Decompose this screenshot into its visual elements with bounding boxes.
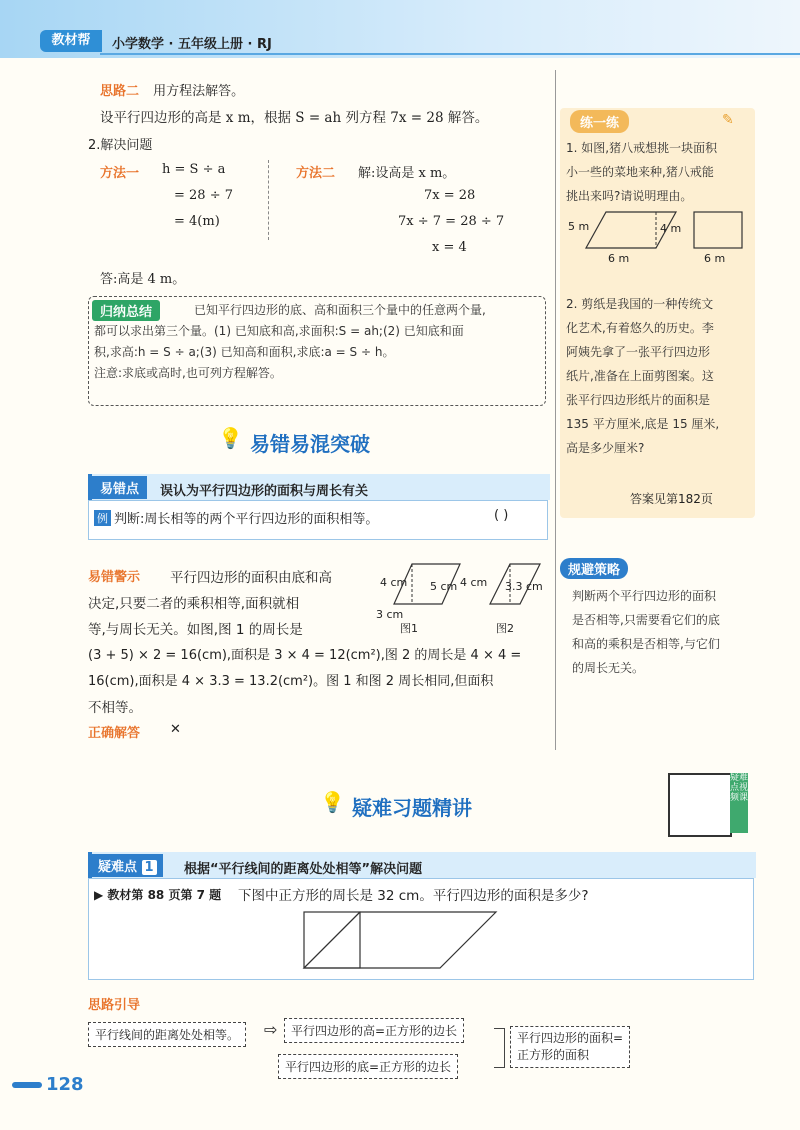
hard-tag-num: 1 bbox=[142, 860, 157, 875]
method2-line-1: 解:设高是 x m。 bbox=[358, 166, 456, 181]
idea2-text: 用方程法解答。 bbox=[153, 84, 245, 99]
practice-q2-line-6: 135 平方厘米,底是 15 厘米, bbox=[566, 417, 720, 431]
practice-q1-line-2: 小一些的菜地来种,猪八戒能 bbox=[566, 165, 714, 179]
lightbulb-icon-2: 💡 bbox=[320, 790, 345, 814]
practice-q2-line-5: 张平行四边形纸片的面积是 bbox=[566, 393, 711, 407]
warning-label: 易错警示 bbox=[88, 570, 141, 585]
example-paren: ( ) bbox=[494, 508, 509, 523]
practice-q1-line-3: 挑出来吗?请说明理由。 bbox=[566, 189, 693, 203]
practice-figure bbox=[566, 208, 756, 264]
qr-side-label: 疑难点视频课 bbox=[730, 773, 748, 833]
fig1-label-c: 3 cm bbox=[376, 608, 404, 621]
arrow-right-icon: ⇨ bbox=[264, 1020, 278, 1039]
practice-q2-line-2: 化艺术,有着悠久的历史。李 bbox=[566, 321, 714, 335]
warning-line-6: 不相等。 bbox=[88, 700, 142, 716]
practice-q2-line-3: 阿姨先拿了一张平行四边形 bbox=[566, 345, 711, 359]
idea2-heading bbox=[100, 80, 244, 99]
practice-title: 练一练 bbox=[570, 110, 629, 133]
qr-code-icon[interactable] bbox=[668, 773, 732, 837]
figures-1-2 bbox=[370, 558, 550, 638]
warning-line-2: 决定,只要二者的乘积相等,面积就相 bbox=[88, 596, 300, 612]
method1-line-1: h = S ÷ a bbox=[162, 162, 226, 177]
guide-label: 思路引导 bbox=[88, 998, 141, 1013]
hard-banner: 疑难习题精讲 bbox=[352, 796, 472, 820]
square-parallelogram-figure bbox=[300, 910, 500, 972]
pencil-icon: ✎ bbox=[722, 112, 734, 128]
guide-box-1: 平行线间的距离处处相等。 bbox=[88, 1022, 246, 1047]
fig-label-6m-1: 6 m bbox=[608, 252, 630, 264]
answer-reference: 答案见第182页 bbox=[630, 492, 713, 506]
example-tag: 例 bbox=[94, 510, 111, 526]
correct-value: ✕ bbox=[170, 722, 181, 737]
guide-box-4-line-2: 正方形的面积 bbox=[517, 1048, 590, 1062]
fig1-label-b: 5 cm bbox=[430, 580, 458, 593]
mistake-tag: 易错点 bbox=[92, 476, 147, 499]
lightbulb-icon: 💡 bbox=[218, 426, 243, 450]
warning-line-1: 平行四边形的面积由底和高 bbox=[170, 570, 332, 586]
hard-question: 下图中正方形的周长是 32 cm。平行四边形的面积是多少? bbox=[238, 888, 589, 904]
method2-label: 方法二 bbox=[296, 166, 336, 181]
idea2-line: 设平行四边形的高是 x m，根据 S = ah 列方程 7x = 28 解答。 bbox=[100, 110, 489, 126]
header-title: 小学数学 · 五年级上册 · RJ bbox=[112, 37, 272, 52]
method2-line-4: x = 4 bbox=[432, 240, 467, 255]
summary-line-1: 已知平行四边形的底、高和面积三个量中的任意两个量, bbox=[194, 303, 486, 317]
fig1-name: 图1 bbox=[400, 622, 418, 635]
strategy-line-2: 是否相等,只需要看它们的底 bbox=[572, 613, 720, 627]
method1-line-3: = 4(m) bbox=[174, 214, 220, 229]
example-text: 判断:周长相等的两个平行四边形的面积相等。 bbox=[114, 512, 379, 527]
fig-label-6m-2: 6 m bbox=[704, 252, 726, 264]
fig-label-4m: 4 m bbox=[660, 222, 682, 235]
solve-answer: 答:高是 4 m。 bbox=[100, 272, 186, 287]
header-rule bbox=[100, 53, 800, 55]
mistake-title: 误认为平行四边形的面积与周长有关 bbox=[160, 484, 369, 499]
strategy-line-1: 判断两个平行四边形的面积 bbox=[572, 589, 717, 603]
practice-q1-line-1: 1. 如图,猪八戒想挑一块面积 bbox=[566, 141, 718, 155]
solve-title: 2.解决问题 bbox=[88, 138, 153, 153]
summary-line-3: 积,求高:h = S ÷ a;(3) 已知高和面积,求底:a = S ÷ h。 bbox=[94, 345, 395, 359]
warning-line-3: 等,与周长无关。如图,图 1 的周长是 bbox=[88, 622, 303, 638]
warning-line-5: 16(cm),面积是 4 × 3.3 = 13.2(cm²)。图 1 和图 2 周长相同,但面积 bbox=[88, 674, 494, 689]
fig-label-5m: 5 m bbox=[568, 220, 590, 233]
practice-q2-line-4: 纸片,准备在上面剪图案。这 bbox=[566, 369, 714, 383]
hard-tag-label: 疑难点 bbox=[98, 860, 138, 875]
strategy-line-4: 的周长无关。 bbox=[572, 661, 645, 675]
hard-source: ▶ 教材第 88 页第 7 题 bbox=[94, 888, 222, 902]
hard-tag bbox=[92, 854, 163, 877]
fig2-name: 图2 bbox=[496, 622, 514, 635]
guide-box-4-line-1: 平行四边形的面积= bbox=[517, 1031, 624, 1045]
fig1-label-a: 4 cm bbox=[380, 576, 408, 589]
page-number: 128 bbox=[46, 1074, 84, 1095]
summary-line-2: 都可以求出第三个量。(1) 已知底和高,求面积:S = ah;(2) 已知底和面 bbox=[94, 324, 464, 338]
strategy-line-3: 和高的乘积是否相等,与它们 bbox=[572, 637, 720, 651]
strategy-tag: 规避策略 bbox=[560, 558, 628, 579]
fig2-label-b: 3.3 cm bbox=[505, 580, 543, 593]
column-divider bbox=[555, 70, 556, 750]
guide-bracket bbox=[494, 1028, 505, 1068]
practice-q2-line-7: 高是多少厘米? bbox=[566, 441, 645, 455]
fig2-label-a: 4 cm bbox=[460, 576, 488, 589]
idea2-label: 思路二 bbox=[100, 84, 140, 99]
method2-line-3: 7x ÷ 7 = 28 ÷ 7 bbox=[398, 214, 505, 229]
header-badge: 教材帮 bbox=[40, 30, 102, 52]
correct-label: 正确解答 bbox=[88, 726, 141, 741]
mistake-banner: 易错易混突破 bbox=[250, 432, 370, 456]
hard-title: 根据“平行线间的距离处处相等”解决问题 bbox=[184, 862, 423, 877]
guide-box-2: 平行四边形的高=正方形的边长 bbox=[284, 1018, 464, 1043]
summary-title: 归纳总结 bbox=[92, 300, 160, 321]
method1-line-2: = 28 ÷ 7 bbox=[174, 188, 233, 203]
guide-box-3: 平行四边形的底=正方形的边长 bbox=[278, 1054, 458, 1079]
page-marker bbox=[12, 1082, 42, 1088]
method2-line-2: 7x = 28 bbox=[424, 188, 476, 203]
summary-line-4: 注意:求底或高时,也可列方程解答。 bbox=[94, 366, 282, 380]
guide-box-4 bbox=[510, 1026, 630, 1068]
method-divider bbox=[268, 160, 269, 240]
warning-line-4: (3 + 5) × 2 = 16(cm),面积是 3 × 4 = 12(cm²),图 2 的周长是 4 × 4 = bbox=[88, 648, 522, 663]
practice-q2-line-1: 2. 剪纸是我国的一种传统文 bbox=[566, 297, 714, 311]
method1-label: 方法一 bbox=[100, 166, 140, 181]
